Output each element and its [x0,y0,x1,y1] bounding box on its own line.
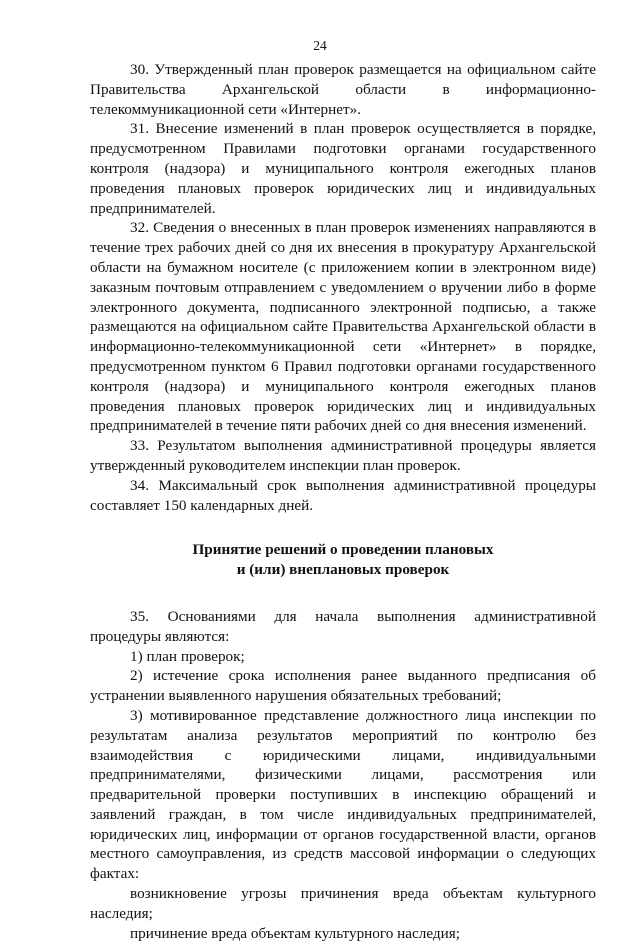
paragraph-30: 30. Утвержденный план проверок размещается на официальном сайте Правительства Архангельской области в информационно-телекоммуникационной сети «Интернет». [90,61,596,118]
sub-item-threat: возникновение угрозы причинения вреда объектам культурного наследия; [90,885,596,922]
section-heading-line-2: и (или) внеплановых проверок [236,561,450,579]
document-body [90,60,596,943]
list-item-3: 3) мотивированное представление должностного лица инспекции по результатам анализа результатов мероприятий по контролю без взаимодействия с юридическими лицами, индивидуальными предпринимателями, физическими лицами, рассмотрения или предварительной проверки поступивших в инспекцию обращений и заявлений граждан, в том числе индивидуальных предпринимателей, юридических лиц, информации от органов государственной власти, органов местного самоуправления, из средств массовой информации о следующих фактах: [90,706,596,883]
paragraph-34: 34. Максимальный срок выполнения административной процедуры составляет 150 календарных дней. [90,476,596,514]
list-item-2: 2) истечение срока исполнения ранее выданного предписания об устранении выявленного нарушения обязательных требований; [90,667,596,705]
section-heading-line-1: Принятие решений о проведении плановых [192,541,494,559]
list-item-1: 1) план проверок; [130,647,245,665]
paragraph-35: 35. Основаниями для начала выполнения административной процедуры являются: [90,607,596,645]
paragraph-33: 33. Результатом выполнения административной процедуры является утвержденный руководителем инспекции план проверок. [90,437,596,474]
paragraph-32: 32. Сведения о внесенных в план проверок изменениях направляются в течение трех рабочих дней со дня их внесения в прокуратуру Архангельской области на бумажном носителе (с приложением копии в электронном виде) заказным почтовым отправлением с уведомлением о вручении либо в форме электронного документа, подписанного электронной подписью, а также размещаются на официальном сайте Правительства Архангельской области в информационно-телекоммуникационной сети «Интернет» в порядке, предусмотренном пунктом 6 Правил подготовки органами государственного контроля (надзора) и муниципального контроля ежегодных планов проведения плановых проверок юридических лиц и индивидуальных предпринимателей в течение пяти рабочих дней со дня внесения изменений. [90,219,596,435]
section-heading [90,540,596,580]
paragraph-31: 31. Внесение изменений в план проверок осуществляется в порядке, предусмотренном Правилами подготовки органами государственного контроля (надзора) и муниципального контроля ежегодных планов проведения плановых проверок юридических лиц и индивидуальных предпринимателей. [90,120,596,217]
sub-item-harm: причинение вреда объектам культурного наследия; [130,924,460,942]
page-number: 24 [313,38,327,53]
